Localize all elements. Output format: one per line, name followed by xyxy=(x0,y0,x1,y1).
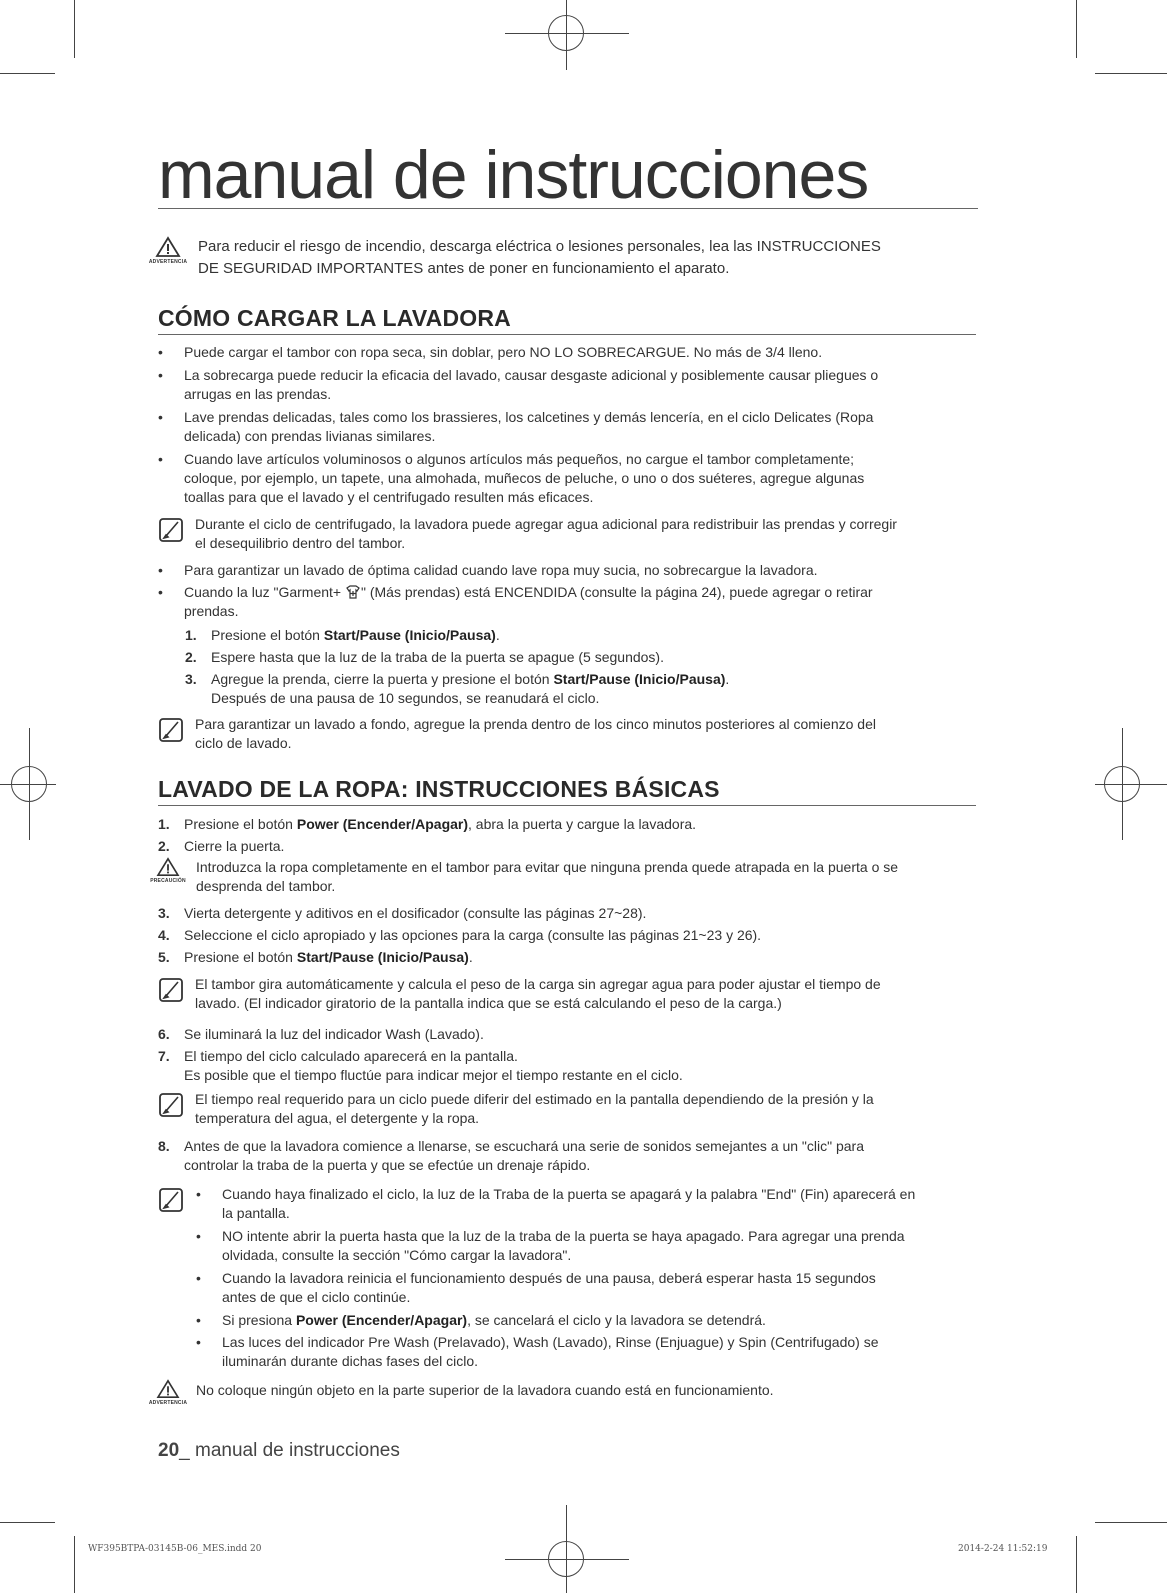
page-title: manual de instrucciones xyxy=(158,142,978,209)
bullet-item: • Lave prendas delicadas, tales como los brassieres, los calcetines y demás lencería, en el ciclo Delicates (Ropa delicada) con prendas livianas similares. xyxy=(158,409,874,444)
step-item: 3. Agregue la prenda, cierre la puerta y presione el botón Start/Pause (Inicio/Pausa). Después de una pausa de 10 segundos, se reanudará el ciclo. xyxy=(185,671,730,706)
garment-plus-icon xyxy=(345,585,361,599)
step-item: 8. Antes de que la lavadora comience a llenarse, se escuchará una serie de sonidos semejantes a un "clic" para controlar la traba de la puerta y que se efectúe un drenaje rápido. xyxy=(158,1138,865,1173)
step-item: 5. Presione el botón Start/Pause (Inicio/Pausa). xyxy=(158,949,473,965)
intro-warning xyxy=(148,236,978,280)
warning-text-line: DE SEGURIDAD IMPORTANTES antes de poner en funcionamiento el aparato. xyxy=(198,260,730,277)
note-block: Para garantizar un lavado a fondo, agregue la prenda dentro de los cinco minutos posteriores al comienzo del ciclo de lavado. xyxy=(158,715,978,753)
note-bullet: • NO intente abrir la puerta hasta que la luz de la traba de la puerta se haya apagado. Para agregar una prenda olvidada, consulte la sección "Cómo cargar la lavadora". xyxy=(196,1228,905,1263)
crop-mark xyxy=(1076,0,1077,58)
caution-block: PRECAUCIÓN Introduzca la ropa completamente en el tambor para evitar que ninguna prenda quede atrapada en la puerta o se desprenda del tambor. xyxy=(148,857,978,896)
crop-mark xyxy=(0,73,55,74)
bullet-item: • Cuando lave artículos voluminosos o algunos artículos más pequeños, no cargue el tambor completamente; coloque, por ejemplo, un tapete, una almohada, muñecos de peluche, o uno o dos suéteres, agregue algunas toallas para que el lavado y el centrifugado resulten más eficaces. xyxy=(158,451,865,505)
page-footer xyxy=(158,1440,400,1462)
section-title: CÓMO CARGAR LA LAVADORA xyxy=(158,305,976,335)
note-block: Durante el ciclo de centrifugado, la lavadora puede agregar agua adicional para redistribuir las prendas y corregir el desequilibrio dentro del tambor. xyxy=(158,515,978,553)
print-file-info: WF395BTPA-03145B-06_MES.indd 20 xyxy=(88,1544,262,1554)
bullet-item: • La sobrecarga puede reducir la eficacia del lavado, causar desgaste adicional y posiblemente causar pliegues o arrugas en las prendas. xyxy=(158,367,879,402)
note-block: El tambor gira automáticamente y calcula el peso de la carga sin agregar agua para poder ajustar el tiempo de lavado. (El indicador giratorio de la pantalla indica que se está calculando el peso de la carga.) xyxy=(158,975,978,1013)
note-bullet: • Cuando la lavadora reinicia el funcionamiento después de una pausa, deberá esperar hasta 15 segundos antes de que el ciclo continúe. xyxy=(196,1270,876,1305)
note-pencil-icon xyxy=(158,516,186,544)
bullet-item: • Para garantizar un lavado de óptima calidad cuando lave ropa muy sucia, no sobrecargue la lavadora. xyxy=(158,562,818,578)
page-footer-label: _ manual de instrucciones xyxy=(179,1440,400,1461)
step-item: 6. Se iluminará la luz del indicador Wash (Lavado). xyxy=(158,1026,484,1042)
note-bullet: • Las luces del indicador Pre Wash (Prelavado), Wash (Lavado), Rinse (Enjuague) y Spin (Centrifugado) se iluminarán durante dichas fases del ciclo. xyxy=(196,1334,879,1369)
bullet-item: • Puede cargar el tambor con ropa seca, sin doblar, pero NO LO SOBRECARGUE. No más de 3/4 lleno. xyxy=(158,344,823,360)
note-bullet: • Si presiona Power (Encender/Apagar), se cancelará el ciclo y la lavadora se detendrá. xyxy=(196,1312,766,1328)
step-item: 1. Presione el botón Start/Pause (Inicio/Pausa). xyxy=(185,627,500,643)
step-item: 7. El tiempo del ciclo calculado aparecerá en la pantalla. Es posible que el tiempo fluctúe para indicar mejor el tiempo restante en el ciclo. xyxy=(158,1048,683,1083)
bullet-item: • Cuando la luz "Garment+ " (Más prendas) está ENCENDIDA (consulte la página 24), puede agregar o retirar prendas. xyxy=(158,584,873,619)
note-block: El tiempo real requerido para un ciclo puede diferir del estimado en la pantalla dependiendo de la presión y la temperatura del agua, el detergente y la ropa. xyxy=(158,1090,978,1128)
section-title: LAVADO DE LA ROPA: INSTRUCCIONES BÁSICAS xyxy=(158,776,976,806)
warning-caption: ADVERTENCIA xyxy=(148,259,188,265)
crop-mark xyxy=(0,1522,55,1523)
note-pencil-icon xyxy=(158,976,186,1004)
warning-triangle-icon xyxy=(156,1379,180,1399)
warning-caption: ADVERTENCIA xyxy=(148,1400,188,1406)
note-pencil-icon xyxy=(158,1186,186,1214)
note-bullet: • Cuando haya finalizado el ciclo, la luz de la Traba de la puerta se apagará y la palabra "End" (Fin) aparecerá en la pantalla. xyxy=(196,1186,916,1221)
caution-caption: PRECAUCIÓN xyxy=(150,878,186,884)
step-item: 4. Seleccione el ciclo apropiado y las opciones para la carga (consulte las páginas 21~23 y 26). xyxy=(158,927,762,943)
caution-triangle-icon xyxy=(156,857,180,877)
crop-mark xyxy=(74,0,75,58)
note-pencil-icon xyxy=(158,716,186,744)
warning-triangle-icon xyxy=(155,236,181,258)
step-item: 3. Vierta detergente y aditivos en el dosificador (consulte las páginas 27~28). xyxy=(158,905,647,921)
step-item: 2. Espere hasta que la luz de la traba de la puerta se apague (5 segundos). xyxy=(185,649,664,665)
print-timestamp: 2014-2-24 11:52:19 xyxy=(958,1544,1048,1554)
crop-mark xyxy=(74,1536,75,1593)
step-item: 1. Presione el botón Power (Encender/Apagar), abra la puerta y cargue la lavadora. xyxy=(158,816,697,832)
crop-mark xyxy=(1076,1536,1077,1593)
warning-text-line: Para reducir el riesgo de incendio, descarga eléctrica o lesiones personales, lea las INSTRUCCIONES xyxy=(198,238,881,255)
page-number: 20 xyxy=(158,1440,180,1461)
step-item: 2. Cierre la puerta. xyxy=(158,838,285,854)
final-warning: ADVERTENCIA No coloque ningún objeto en la parte superior de la lavadora cuando está en funcionamiento. xyxy=(148,1379,978,1406)
crop-mark xyxy=(1095,73,1167,74)
crop-mark xyxy=(1095,1522,1167,1523)
note-pencil-icon xyxy=(158,1091,186,1119)
